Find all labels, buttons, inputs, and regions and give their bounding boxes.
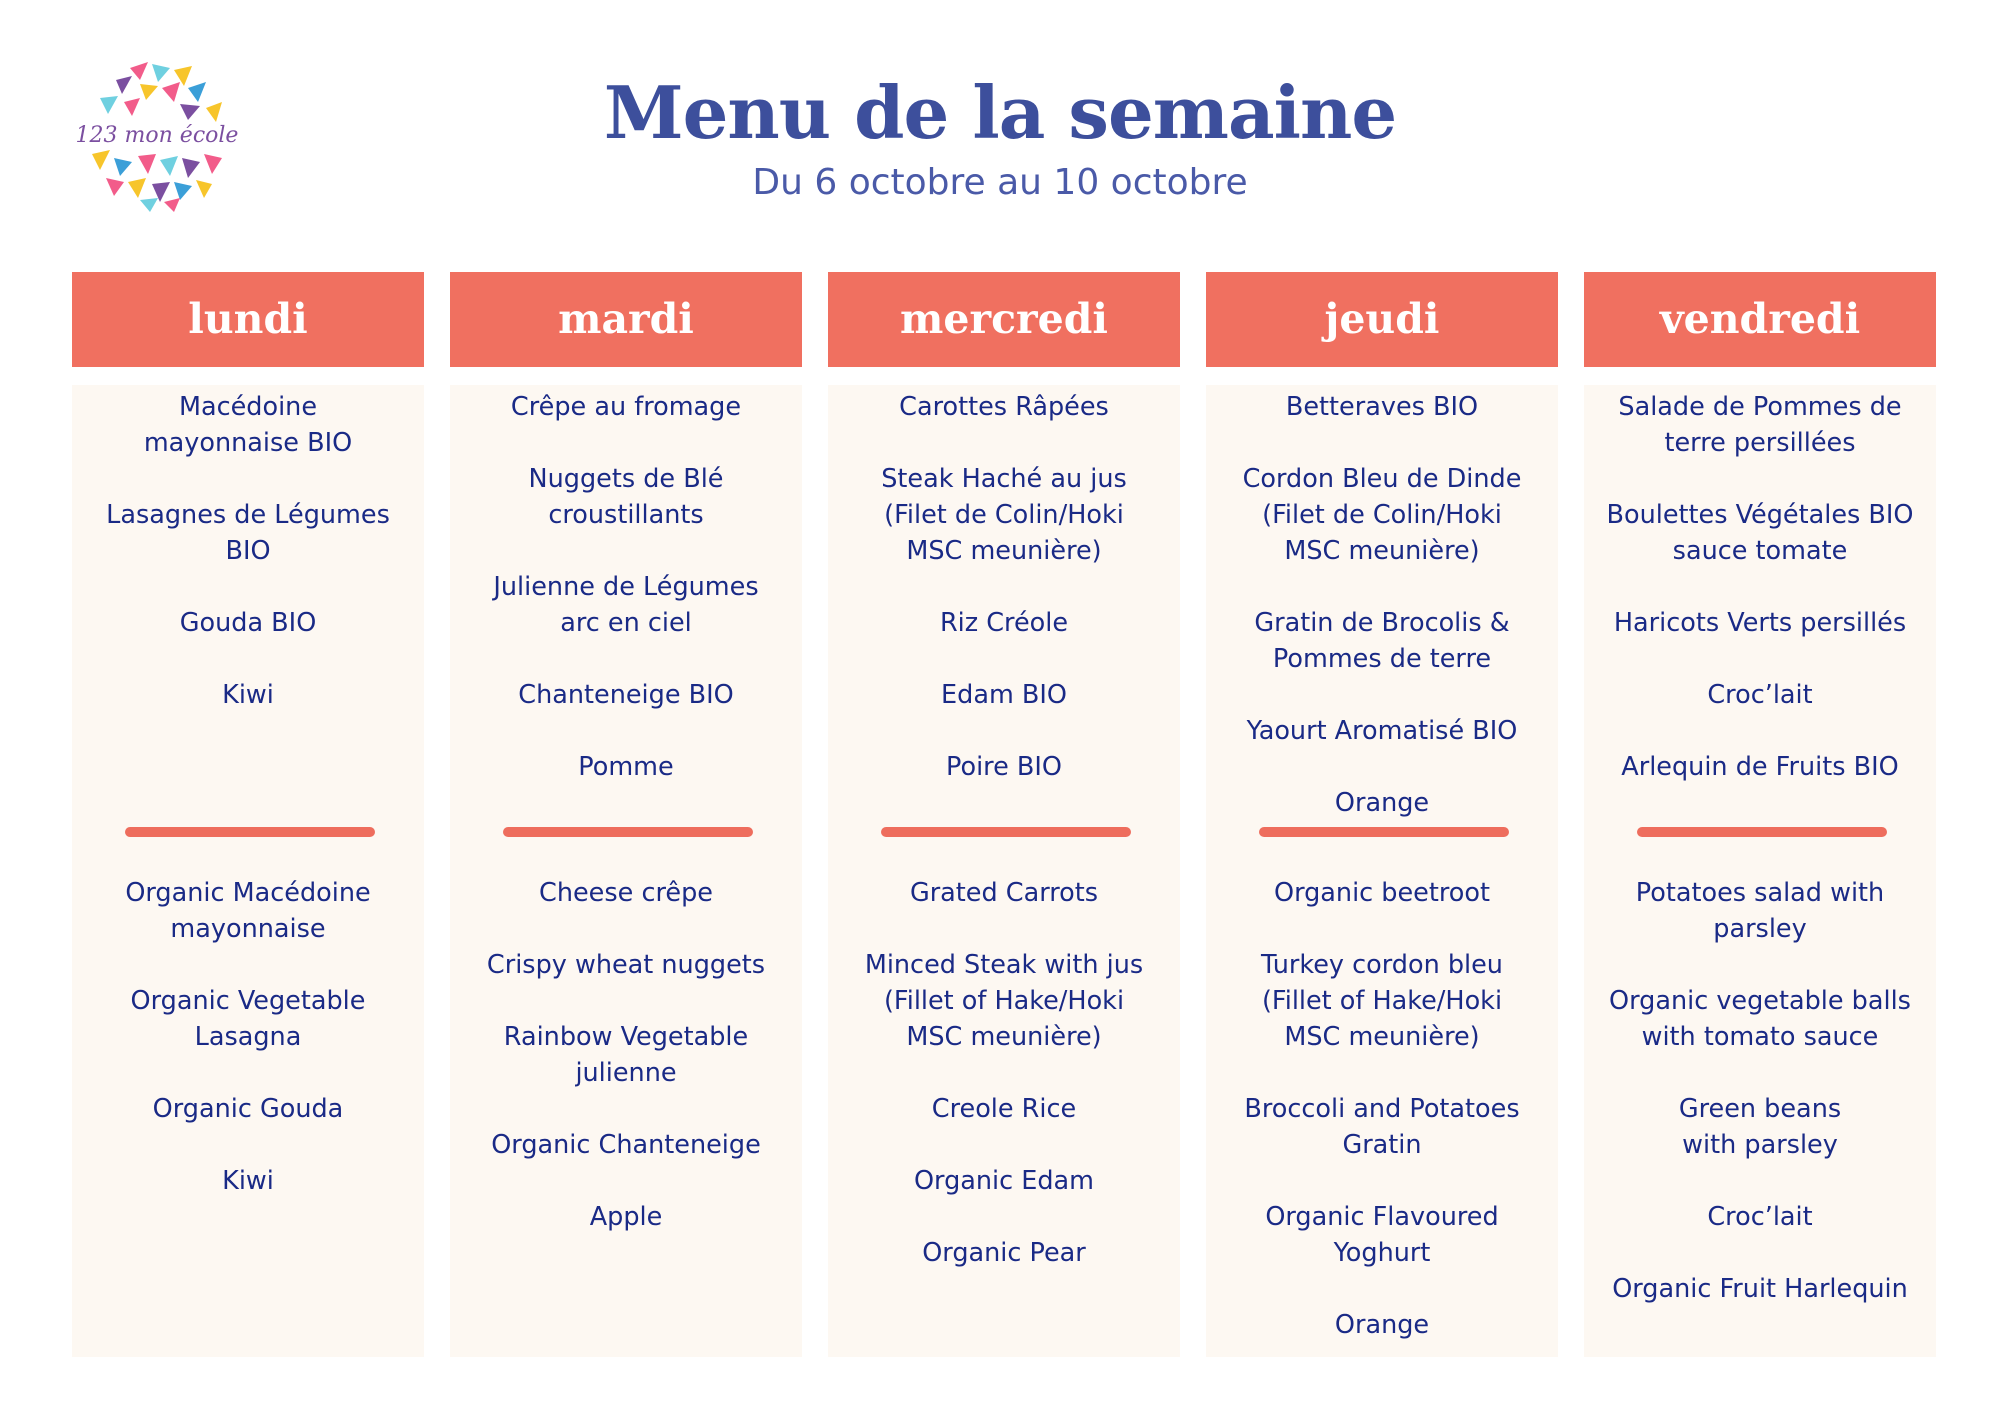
day-menu-panel <box>1584 385 1936 1357</box>
menu-item: Lasagnes de Légumes BIO <box>106 500 390 566</box>
menu-item: Orange <box>1334 788 1430 818</box>
menu-item: Broccoli and Potatoes Gratin <box>1244 1094 1520 1160</box>
menu-french <box>72 389 424 749</box>
menu-english <box>1584 875 1936 1343</box>
menu-item: Kiwi <box>222 680 274 710</box>
menu-item: Gouda BIO <box>179 608 317 638</box>
menu-item: Organic Macédoine mayonnaise <box>125 878 371 944</box>
menu-item: Organic Chanteneige <box>491 1130 761 1160</box>
day-menu-panel <box>1206 385 1558 1357</box>
language-divider <box>125 827 375 837</box>
date-range: Du 6 octobre au 10 octobre <box>752 162 1248 203</box>
menu-item: Organic Flavoured Yoghurt <box>1265 1202 1499 1268</box>
menu-item: Croc’lait <box>1707 1202 1813 1232</box>
menu-item: Crispy wheat nuggets <box>486 950 766 980</box>
day-column-mardi <box>450 272 802 1357</box>
logo-text: 123 mon école <box>75 123 239 148</box>
day-menu-panel <box>828 385 1180 1357</box>
menu-item: Minced Steak with jus (Fillet of Hake/Hoki MSC meunière) <box>864 950 1144 1052</box>
menu-item: Apple <box>589 1202 663 1232</box>
menu-french <box>828 389 1180 821</box>
menu-item: Organic Fruit Harlequin <box>1612 1274 1908 1304</box>
day-header: mardi <box>450 272 802 367</box>
menu-item: Salade de Pommes de terre persillées <box>1618 392 1902 458</box>
menu-item: Pomme <box>578 752 674 782</box>
day-header: lundi <box>72 272 424 367</box>
day-header: vendredi <box>1584 272 1936 367</box>
menu-item: Green beans with parsley <box>1678 1094 1842 1160</box>
language-divider <box>1259 827 1509 837</box>
menu-item: Chanteneige BIO <box>518 680 734 710</box>
menu-english <box>72 875 424 1235</box>
day-header: jeudi <box>1206 272 1558 367</box>
menu-item: Organic vegetable balls with tomato sauce <box>1609 986 1911 1052</box>
menu-item: Julienne de Légumes arc en ciel <box>493 572 759 638</box>
menu-item: Arlequin de Fruits BIO <box>1621 752 1899 782</box>
day-header: mercredi <box>828 272 1180 367</box>
page-title: Menu de la semaine <box>603 70 1397 155</box>
menu-item: Betteraves BIO <box>1285 392 1479 422</box>
day-column-lundi <box>72 272 424 1357</box>
menu-item: Orange <box>1334 1310 1430 1340</box>
menu-item: Organic Vegetable Lasagna <box>130 986 366 1052</box>
menu-english <box>450 875 802 1271</box>
menu-item: Organic Gouda <box>152 1094 344 1124</box>
menu-item: Haricots Verts persillés <box>1613 608 1907 638</box>
menu-item: Nuggets de Blé croustillants <box>528 464 724 530</box>
menu-item: Rainbow Vegetable julienne <box>503 1022 749 1088</box>
menu-item: Edam BIO <box>941 680 1067 710</box>
day-menu-panel <box>450 385 802 1357</box>
menu-item: Potatoes salad with parsley <box>1635 878 1885 944</box>
menu-item: Poire BIO <box>946 752 1062 782</box>
menu-item: Riz Créole <box>939 608 1069 638</box>
menu-french <box>1584 389 1936 821</box>
menu-item: Cheese crêpe <box>539 878 713 908</box>
menu-item: Macédoine mayonnaise BIO <box>143 392 353 458</box>
menu-french <box>1206 389 1558 857</box>
menu-item: Crêpe au fromage <box>510 392 742 422</box>
menu-item: Gratin de Brocolis & Pommes de terre <box>1254 608 1510 674</box>
menu-item: Turkey cordon bleu (Fillet of Hake/Hoki MSC meunière) <box>1261 950 1503 1052</box>
day-menu-panel <box>72 385 424 1357</box>
day-column-mercredi <box>828 272 1180 1357</box>
menu-item: Organic Edam <box>913 1166 1095 1196</box>
menu-item: Cordon Bleu de Dinde (Filet de Colin/Hoki MSC meunière) <box>1242 464 1522 566</box>
language-divider <box>881 827 1131 837</box>
menu-item: Carottes Râpées <box>899 392 1109 422</box>
menu-english <box>1206 875 1558 1379</box>
language-divider <box>1637 827 1887 837</box>
menu-english <box>828 875 1180 1307</box>
menu-item: Organic Pear <box>922 1238 1086 1268</box>
language-divider <box>503 827 753 837</box>
menu-item: Boulettes Végétales BIO sauce tomate <box>1606 500 1914 566</box>
menu-item: Steak Haché au jus (Filet de Colin/Hoki MSC meunière) <box>881 464 1127 566</box>
day-column-vendredi <box>1584 272 1936 1357</box>
day-column-jeudi <box>1206 272 1558 1357</box>
menu-french <box>450 389 802 821</box>
menu-item: Grated Carrots <box>909 878 1099 908</box>
menu-item: Organic beetroot <box>1274 878 1490 908</box>
menu-item: Yaourt Aromatisé BIO <box>1246 716 1518 746</box>
menu-item: Kiwi <box>222 1166 274 1196</box>
menu-item: Croc’lait <box>1707 680 1813 710</box>
menu-item: Creole Rice <box>931 1094 1077 1124</box>
